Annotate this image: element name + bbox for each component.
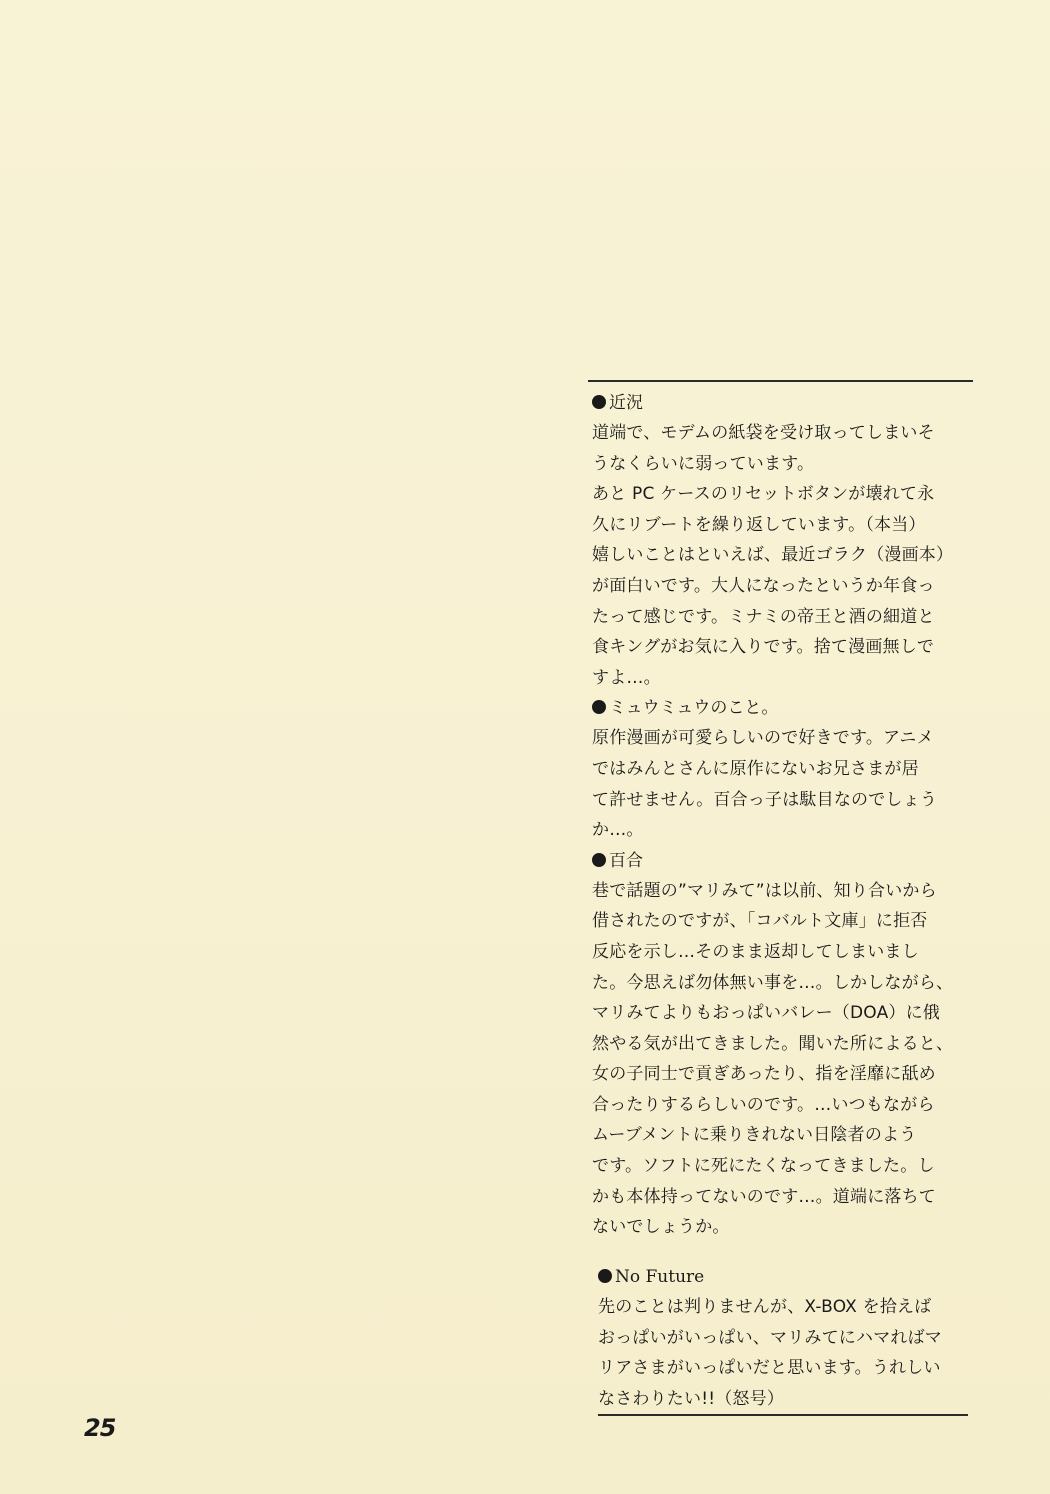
text-line: 反応を示し…そのまま返却してしまいまし: [592, 941, 919, 962]
text-line: たって感じです。ミナミの帝王と酒の細道と: [592, 606, 935, 627]
top-rule: [588, 380, 973, 382]
text-line: が面白いです。大人になったというか年食っ: [592, 575, 935, 596]
text-line: おっぱいがいっぱい、マリみてにハマればマ: [598, 1327, 942, 1348]
text-line: 合ったりするらしいのです。…いつもながら: [592, 1094, 935, 1115]
text-line: 食キングがお気に入りです。捨て漫画無しで: [592, 637, 935, 658]
text-line: リアさまがいっぱいだと思います。うれしい: [598, 1358, 941, 1379]
bottom-rule: [598, 1414, 968, 1416]
text-line: すよ…。: [592, 667, 661, 688]
text-line: 原作漫画が可愛らしいので好きです。アニメ: [592, 728, 934, 749]
section-heading-no-future: No Future: [598, 1262, 978, 1292]
text-line: 道端で、モデムの紙袋を受け取ってしまいそ: [592, 423, 935, 443]
text-line: ないでしょうか。: [592, 1217, 730, 1238]
page-number: 25: [84, 1414, 116, 1442]
text-line: ではみんとさんに原作にないお兄さまが居: [592, 758, 919, 779]
text-line: た。今思えば勿体無い事を…。しかしながら、: [592, 972, 954, 993]
section-heading-yuri: 百合: [592, 846, 972, 876]
text-line: 久にリブートを繰り返しています。（本当）: [592, 514, 926, 535]
section-heading-kinkyou: 近況: [592, 388, 972, 418]
text-line: です。ソフトに死にたくなってきました。し: [592, 1156, 935, 1177]
text-line: 女の子同士で貢ぎあったり、指を淫靡に舐め: [592, 1064, 936, 1085]
text-line: 借されたのですが、「コバルト文庫」に拒否: [592, 911, 928, 932]
text-line: うなくらいに弱っています。: [592, 453, 815, 474]
text-line: 巷で話題の”マリみて”は以前、知り合いから: [592, 880, 937, 901]
bullet-icon: [592, 700, 606, 714]
text-line: ムーブメントに乗りきれない日陰者のよう: [592, 1125, 917, 1146]
text-line: なさわりたい!!（怒号）: [598, 1388, 785, 1409]
text-line: 嬉しいことはといえば、最近ゴラク（漫画本）: [592, 545, 954, 566]
text-line: マリみてよりもおっぱいバレー（DOA）に俄: [592, 1003, 941, 1024]
bullet-icon: [598, 1269, 612, 1283]
afterword-column: [592, 388, 972, 1243]
text-line: か…。: [592, 820, 644, 841]
text-line: 先のことは判りませんが、X-BOX を拾えば: [598, 1297, 932, 1317]
text-line: あと PC ケースのリセットボタンが壊れて永: [592, 484, 935, 505]
section-heading-mewmew: ミュウミュウのこと。: [592, 693, 972, 723]
text-line: 然やる気が出てきました。聞いた所によると、: [592, 1033, 954, 1054]
text-line: て許せません。百合っ子は駄目なのでしょう: [592, 789, 938, 810]
bullet-icon: [592, 853, 606, 867]
no-future-column: [598, 1262, 978, 1414]
bullet-icon: [592, 395, 606, 409]
text-line: かも本体持ってないのです…。道端に落ちて: [592, 1186, 936, 1207]
